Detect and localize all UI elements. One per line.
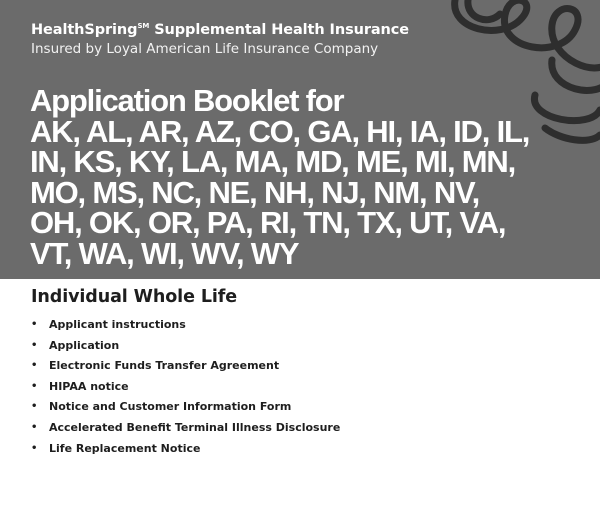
title-line: IN, KS, KY, LA, MA, MD, ME, MI, MN, (30, 144, 516, 179)
bullet: • (31, 339, 38, 351)
contents-section (31, 287, 340, 459)
list-item (31, 377, 340, 398)
bullet: • (31, 401, 38, 413)
brand-product-line (31, 17, 409, 40)
bullet: • (31, 360, 38, 372)
service-mark: SM (137, 22, 150, 30)
list-item-label: Electronic Funds Transfer Agreement (49, 359, 280, 373)
list-item (31, 418, 340, 439)
list-item-label: Life Replacement Notice (49, 441, 201, 455)
brand-product: Supplemental Health Insurance (149, 22, 410, 38)
title-line: Application Booklet for (30, 83, 344, 118)
contents-list (31, 315, 340, 459)
list-item-label: Applicant instructions (49, 318, 186, 331)
bullet: • (31, 319, 38, 330)
list-item (31, 356, 340, 377)
list-item-label: Application (49, 338, 120, 352)
list-item-label: Notice and Customer Information Form (49, 400, 292, 414)
title-line: AK, AL, AR, AZ, CO, GA, HI, IA, ID, IL, (30, 113, 530, 149)
title-line: OH, OK, OR, PA, RI, TN, TX, UT, VA, (30, 205, 506, 240)
brand-name: HealthSpring (31, 22, 138, 38)
list-item (31, 315, 340, 336)
list-item (31, 397, 340, 418)
brand-block (31, 17, 409, 59)
bullet: • (31, 380, 38, 392)
list-item (31, 336, 340, 357)
insurer-line: Insured by Loyal American Life Insurance Company (31, 41, 379, 57)
list-item-label: Accelerated Benefit Terminal Illness Disclosure (49, 420, 341, 434)
list-item (31, 439, 340, 460)
title-line: MO, MS, NC, NE, NH, NJ, NM, NV, (30, 174, 480, 210)
bullet: • (31, 421, 38, 433)
bullet: • (31, 442, 38, 454)
section-title: Individual Whole Life (31, 287, 238, 307)
title-line: VT, WA, WI, WV, WY (30, 235, 299, 271)
list-item-label: HIPAA notice (49, 379, 129, 393)
booklet-title (30, 83, 590, 271)
